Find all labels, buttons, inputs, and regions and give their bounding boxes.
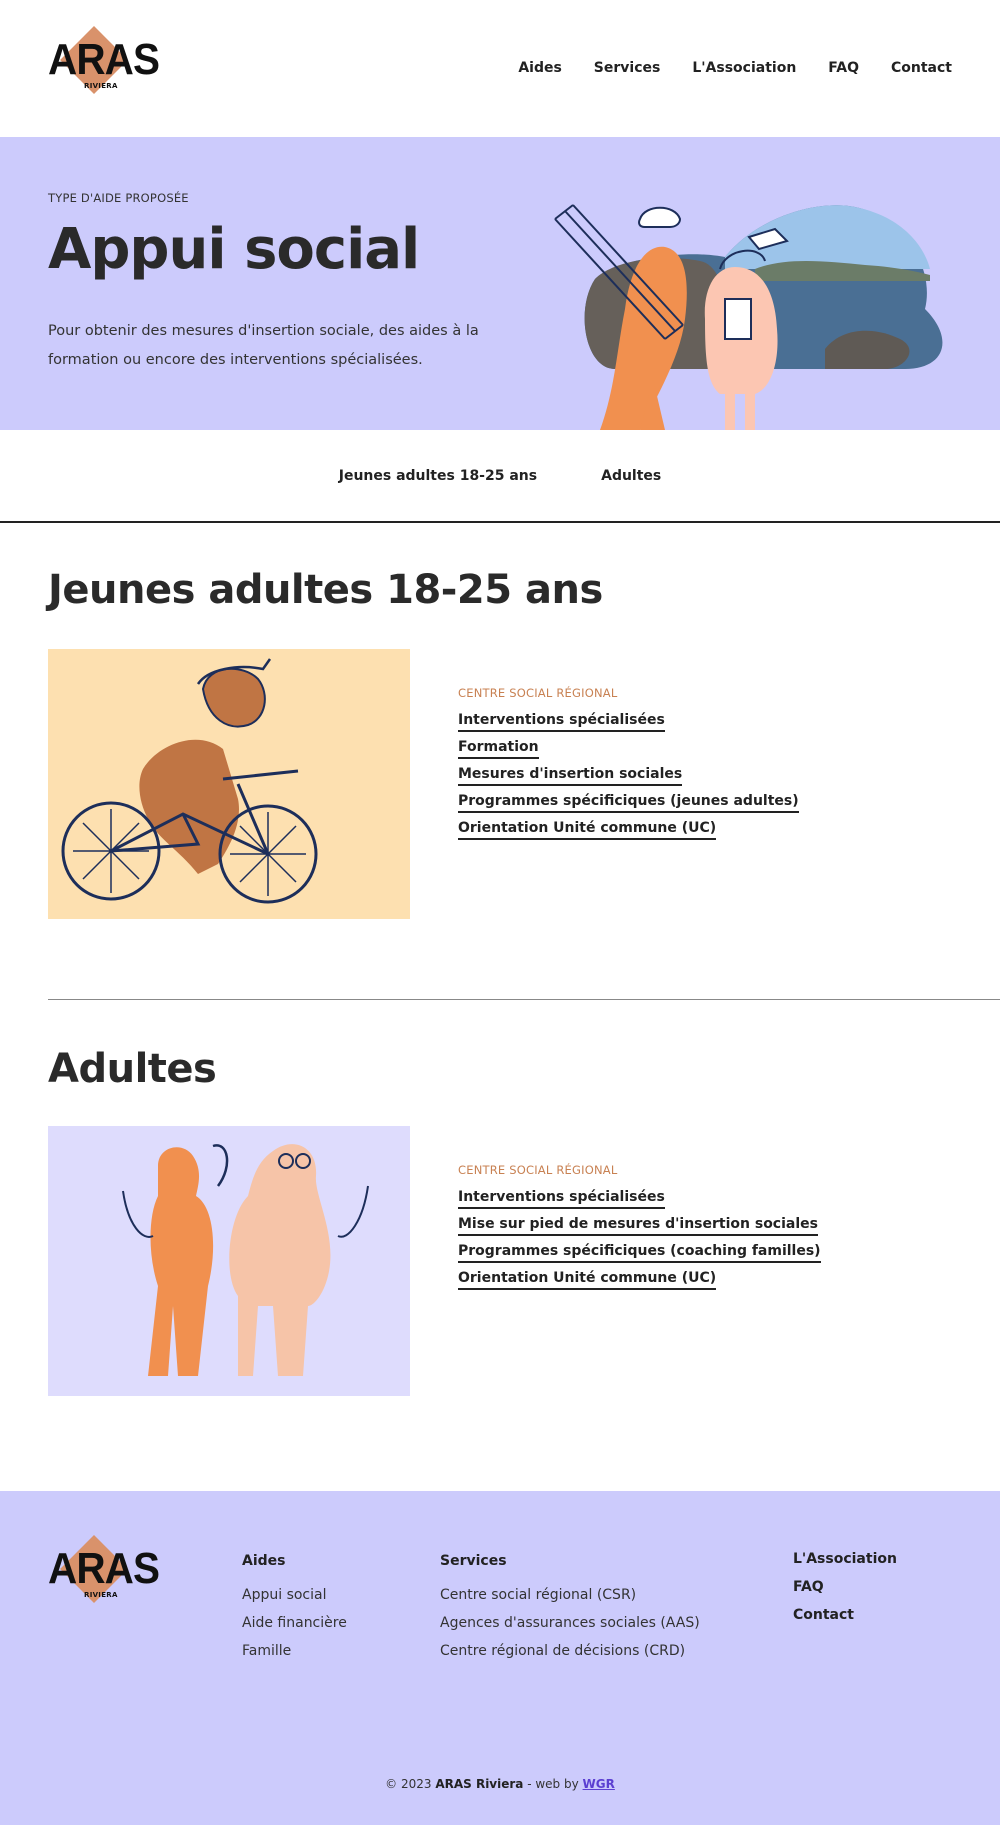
logo-subtitle: RIVIERA — [84, 82, 118, 90]
page-title: Appui social — [48, 217, 420, 282]
footer-col-title: Services — [440, 1553, 507, 1569]
link-programmes-jeunes[interactable]: Programmes spécificiques (jeunes adultes) — [458, 793, 799, 813]
tab-jeunes-adultes[interactable]: Jeunes adultes 18-25 ans — [338, 467, 538, 484]
hero-lead: Pour obtenir des mesures d'insertion sociale, des aides à la formation ou encore des interventions spécialisées. — [48, 323, 479, 368]
link-orientation-uc[interactable]: Orientation Unité commune (UC) — [458, 820, 716, 840]
footer-link-csr[interactable]: Centre social régional (CSR) — [440, 1587, 637, 1603]
link-interventions-specialisees[interactable]: Interventions spécialisées — [458, 712, 665, 732]
cyclist-illustration — [48, 649, 410, 919]
tab-adultes[interactable]: Adultes — [601, 467, 662, 484]
cyclist-drawing — [48, 649, 410, 919]
hero-illustration — [525, 199, 955, 430]
nav-contact[interactable]: Contact — [891, 60, 952, 76]
site-footer — [0, 1491, 1000, 1825]
footer-col-right — [793, 1545, 897, 1629]
site-header — [0, 0, 1000, 137]
category-label: CENTRE SOCIAL RÉGIONAL — [458, 1163, 618, 1177]
logo-subtitle: RIVIERA — [84, 1591, 118, 1599]
main-nav — [518, 60, 952, 76]
footer-col-aides — [242, 1553, 347, 1665]
copyright-brand: ARAS Riviera — [435, 1777, 524, 1791]
adults-illustration — [48, 1126, 410, 1396]
link-programmes-familles[interactable]: Programmes spécificiques (coaching familles) — [458, 1243, 821, 1263]
copyright — [0, 1777, 1000, 1791]
link-formation[interactable]: Formation — [458, 739, 539, 759]
logo-wordmark: ARAS — [48, 35, 160, 84]
footer-link-aide-financiere[interactable]: Aide financière — [242, 1615, 347, 1631]
logo-wordmark: ARAS — [48, 1544, 160, 1593]
nav-faq[interactable]: FAQ — [828, 60, 859, 76]
adults-drawing — [48, 1126, 410, 1396]
link-interventions-specialisees[interactable]: Interventions spécialisées — [458, 1189, 665, 1209]
section-title: Jeunes adultes 18-25 ans — [48, 567, 603, 613]
section-anchor-nav — [0, 430, 1000, 523]
nav-aides[interactable]: Aides — [518, 60, 562, 76]
footer-logo[interactable] — [48, 1539, 160, 1607]
category-label: CENTRE SOCIAL RÉGIONAL — [458, 686, 618, 700]
footer-link-aas[interactable]: Agences d'assurances sociales (AAS) — [440, 1615, 700, 1631]
hero-banner — [0, 137, 1000, 430]
footer-link-faq[interactable]: FAQ — [793, 1579, 824, 1595]
footer-link-famille[interactable]: Famille — [242, 1643, 292, 1659]
section-jeunes-adultes — [0, 523, 1000, 999]
footer-link-appui-social[interactable]: Appui social — [242, 1587, 327, 1603]
service-links — [458, 1189, 821, 1290]
footer-col-services — [440, 1553, 700, 1665]
section-title: Adultes — [48, 1046, 217, 1092]
site-logo[interactable] — [48, 30, 160, 98]
section-adultes — [0, 1000, 1000, 1491]
services-linkblock — [458, 1163, 821, 1297]
services-linkblock — [458, 686, 799, 847]
footer-col-title: Aides — [242, 1553, 286, 1569]
nav-association[interactable]: L'Association — [692, 60, 797, 76]
link-mesures-insertion[interactable]: Mesures d'insertion sociales — [458, 766, 682, 786]
link-mise-sur-pied-mesures[interactable]: Mise sur pied de mesures d'insertion sociales — [458, 1216, 818, 1236]
footer-link-contact[interactable]: Contact — [793, 1607, 854, 1623]
nav-services[interactable]: Services — [593, 60, 661, 76]
copyright-prefix: © 2023 — [385, 1777, 432, 1791]
agency-link[interactable]: WGR — [582, 1777, 615, 1791]
hero-eyebrow: TYPE D'AIDE PROPOSÉE — [48, 191, 189, 205]
service-links — [458, 712, 799, 840]
link-orientation-uc[interactable]: Orientation Unité commune (UC) — [458, 1270, 716, 1290]
footer-link-crd[interactable]: Centre régional de décisions (CRD) — [440, 1643, 686, 1659]
copyright-webby: - web by — [527, 1777, 579, 1791]
footer-link-association[interactable]: L'Association — [793, 1551, 897, 1567]
